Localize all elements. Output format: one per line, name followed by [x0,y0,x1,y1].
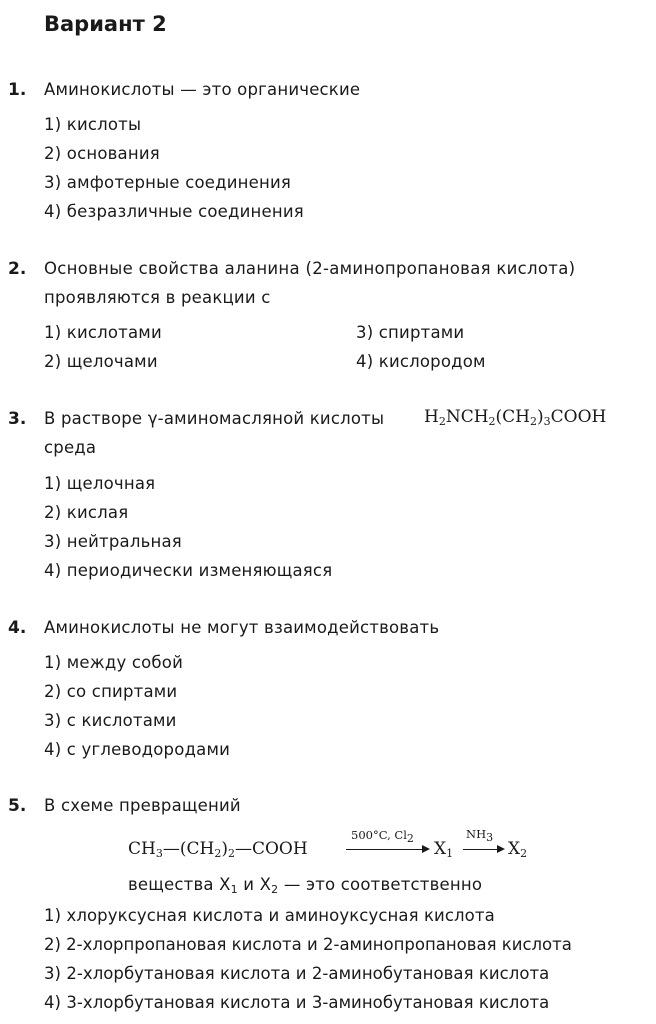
reaction-condition: $NH_3$ [466,827,494,844]
question-number: 1. [8,80,27,100]
answer-option: 2) со спиртами [44,682,178,701]
answer-option: 4) периодически изменяющаяся [44,561,333,580]
answer-option: 4) кислородом [356,352,486,371]
intermediate-x1: $X_1$ [434,839,454,860]
answer-option: 4) безразличные соединения [44,202,304,221]
answer-option: 1) между собой [44,653,184,672]
answer-option: 1) кислотами [44,323,162,342]
question-text: В схеме превращений [44,796,241,815]
question-text: Аминокислоты — это органические [44,80,361,99]
question-text: Аминокислоты не могут взаимодействовать [44,618,440,637]
answer-option: 4) 3-хлорбутановая кислота и 3-аминобутановая кислота [44,993,550,1012]
question-text-line2: проявляются в реакции с [44,288,271,307]
question-number: 4. [8,618,27,638]
question-number: 2. [8,259,27,279]
answer-option: 3) амфотерные соединения [44,173,292,192]
question-text-line2: среда [44,438,97,457]
reaction-arrow-icon [346,849,428,850]
answer-option: 2) кислая [44,503,129,522]
reaction-reactant: $CH_3—(CH_2)_2—COOH$ [128,839,308,860]
answer-option: 1) хлоруксусная кислота и аминоуксусная кислота [44,906,495,925]
answer-option: 1) кислоты [44,115,142,134]
answer-option: 3) с кислотами [44,711,177,730]
question-number: 3. [8,409,27,429]
question-text-line2: вещества $X_1$ и $X_2$ — это соответственно [128,875,483,896]
page-title: Вариант 2 [44,12,167,36]
reaction-arrow-icon [463,849,503,850]
answer-option: 3) спиртами [356,323,465,342]
answer-option: 1) щелочная [44,474,156,493]
answer-option: 3) 2-хлорбутановая кислота и 2-аминобутановая кислота [44,964,550,983]
answer-option: 4) с углеводородами [44,740,231,759]
reaction-condition: 500°C, $Cl_2$ [351,828,414,845]
answer-option: 2) щелочами [44,352,158,371]
chemical-formula: $H_2NCH_2(CH_2)_3COOH$ [424,407,607,428]
question-text: В растворе γ-аминомасляной кислоты [44,409,385,428]
question-number: 5. [8,796,27,816]
question-text: Основные свойства аланина (2-аминопропановая кислота) [44,259,576,278]
answer-option: 2) 2-хлорпропановая кислота и 2-аминопропановая кислота [44,935,572,954]
product-x2: $X_2$ [508,839,528,860]
answer-option: 3) нейтральная [44,532,182,551]
answer-option: 2) основания [44,144,160,163]
